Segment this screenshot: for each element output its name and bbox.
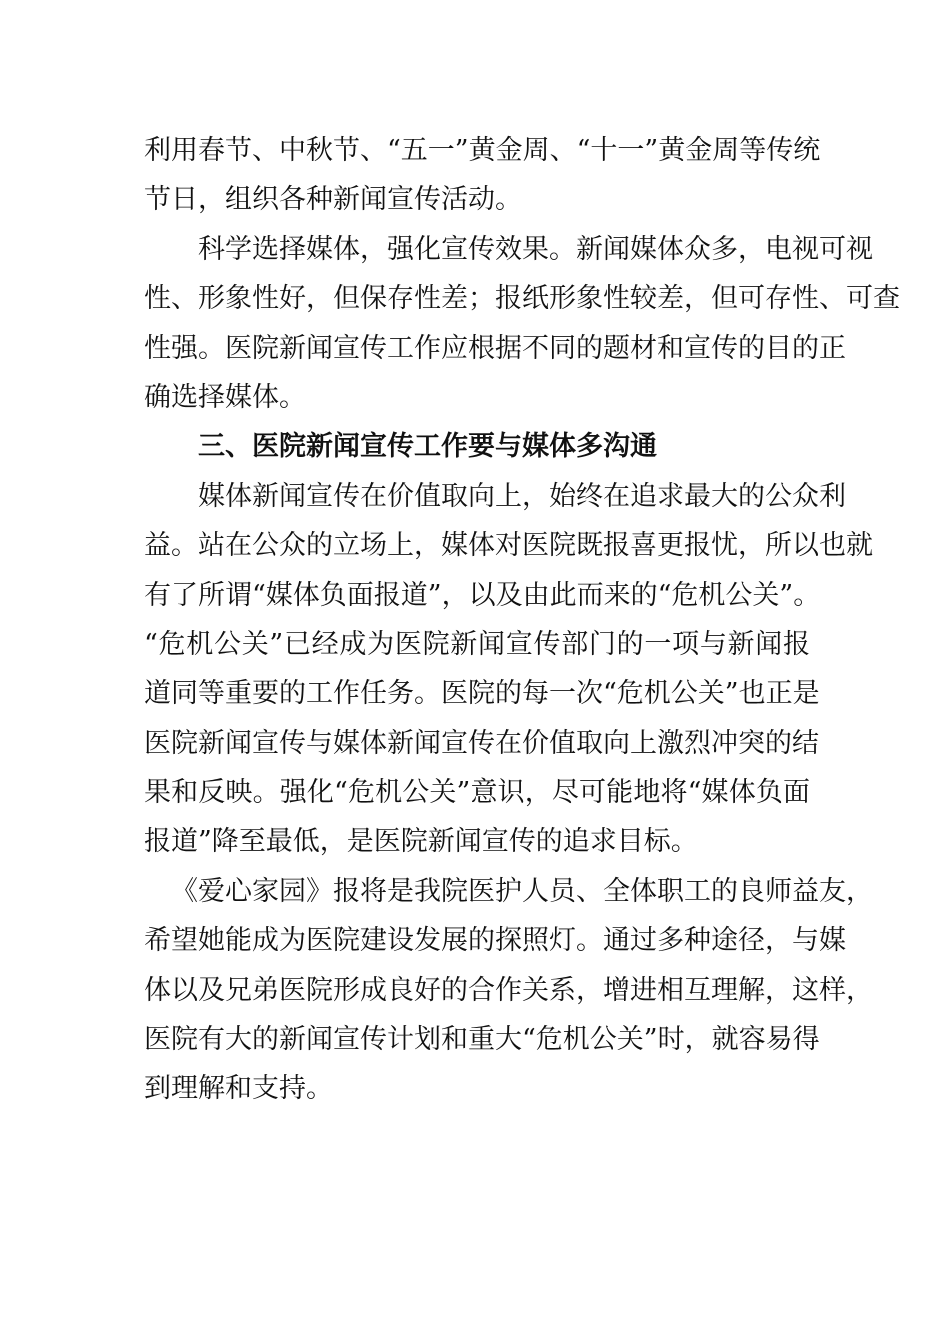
text-line: 道同等重要的工作任务。医院的每一次“危机公关”也正是 bbox=[144, 678, 820, 710]
text-line: 到理解和支持。 bbox=[144, 1073, 333, 1105]
text-line: 性、形象性好，但保存性差；报纸形象性较差，但可存性、可查 bbox=[144, 283, 900, 315]
paragraph-crisis-pr bbox=[144, 472, 873, 867]
text-line: 果和反映。强化“危机公关”意识，尽可能地将“媒体负面 bbox=[144, 777, 810, 809]
paragraph-media-selection bbox=[144, 225, 900, 423]
text-line: 确选择媒体。 bbox=[144, 381, 306, 413]
text-line: 科学选择媒体，强化宣传效果。新闻媒体众多，电视可视 bbox=[198, 233, 873, 265]
text-line: 性强。医院新闻宣传工作应根据不同的题材和宣传的目的正 bbox=[144, 332, 846, 364]
document-body bbox=[144, 126, 900, 1114]
text-line: 媒体新闻宣传在价值取向上，始终在追求最大的公众利 bbox=[198, 480, 846, 512]
text-line: 医院有大的新闻宣传计划和重大“危机公关”时，就容易得 bbox=[144, 1024, 820, 1056]
text-line: 希望她能成为医院建设发展的探照灯。通过多种途径，与媒 bbox=[144, 925, 846, 957]
section-heading bbox=[144, 422, 810, 471]
text-line: “危机公关”已经成为医院新闻宣传部门的一项与新闻报 bbox=[144, 628, 810, 660]
paragraph-newspaper-role bbox=[144, 867, 873, 1114]
paragraph-holiday-activities bbox=[144, 126, 821, 225]
text-line: 体以及兄弟医院形成良好的合作关系，增进相互理解，这样， bbox=[144, 974, 873, 1006]
text-line: 有了所谓“媒体负面报道”，以及由此而来的“危机公关”。 bbox=[144, 579, 821, 611]
text-line: 报道”降至最低，是医院新闻宣传的追求目标。 bbox=[144, 826, 698, 858]
text-line: 医院新闻宣传与媒体新闻宣传在价值取向上激烈冲突的结 bbox=[144, 727, 819, 759]
text-line: 《爱心家园》报将是我院医护人员、全体职工的良师益友， bbox=[171, 875, 873, 907]
text-line: 利用春节、中秋节、“五一”黄金周、“十一”黄金周等传统 bbox=[144, 135, 821, 166]
section-heading-text: 三、医院新闻宣传工作要与媒体多沟通 bbox=[198, 431, 657, 463]
text-line: 节日，组织各种新闻宣传活动。 bbox=[144, 184, 522, 216]
text-line: 益。站在公众的立场上，媒体对医院既报喜更报忧，所以也就 bbox=[144, 530, 873, 562]
